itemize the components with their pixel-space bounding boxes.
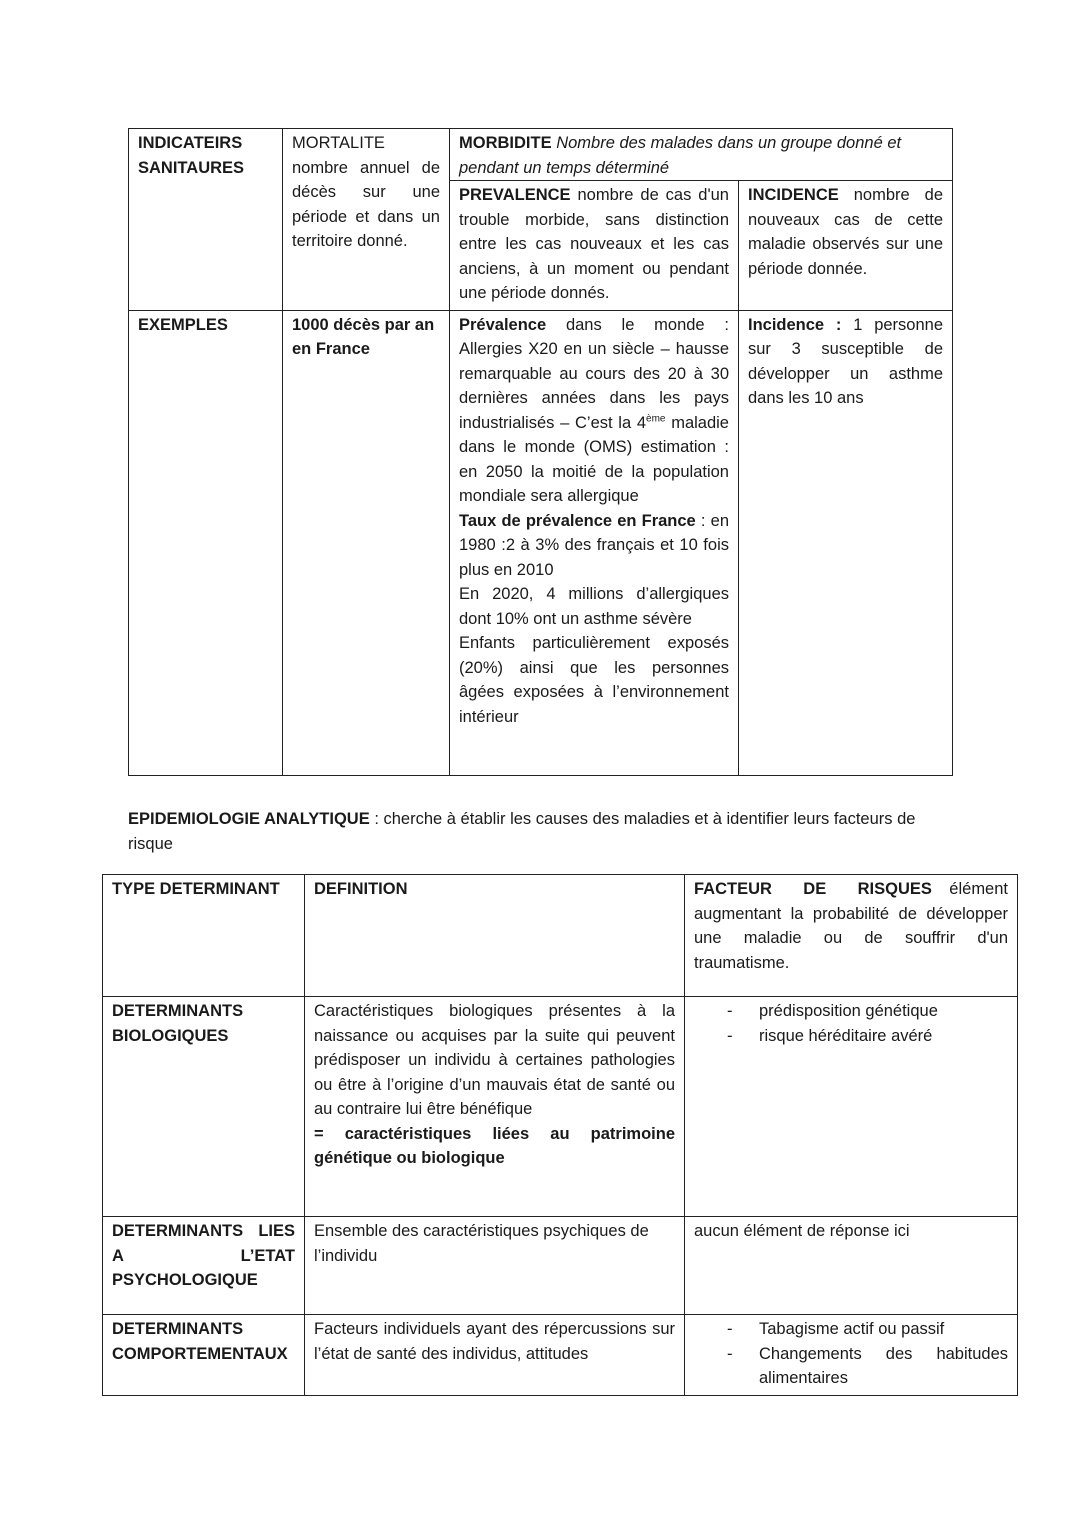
morbidity-title: MORBIDITE [459, 134, 552, 152]
morbidity-definition: Nombre des malades dans un groupe donné et pendant un temps déterminé [459, 134, 902, 177]
mortality-title: MORTALITE [292, 134, 385, 152]
determinant-type-cell [103, 1217, 305, 1315]
incidence-example-text: 1 personne sur 3 susceptible de développer un asthme dans les 10 ans [748, 315, 944, 407]
list-item: - Changements des habitudes alimentaires [694, 1342, 1008, 1391]
incidence-definition: nombre de nouveaux cas de cette maladie observés sur une période donnée. [748, 186, 944, 278]
analytic-epidemiology-title: EPIDEMIOLOGIE ANALYTIQUE [128, 810, 370, 828]
mortality-example: 1000 décès par an en France [292, 315, 435, 358]
indicators-label: INDICATEIRS SANITAURES [138, 134, 245, 177]
risk-factors-list [694, 999, 1008, 1048]
ordinal-suffix: ème [646, 413, 666, 424]
prevalence-example-text: dans le monde : Allergies X20 en un siècle – hausse remarquable au cours des 20 à 30 dernières années dans les pays industrialisés – C’est la 4 [459, 315, 729, 432]
prevalence-title: PREVALENCE [459, 186, 571, 204]
incidence-title: INCIDENCE [748, 186, 839, 204]
header-risk-factor-cell [685, 875, 1018, 997]
risk-factors-cell [685, 1217, 1018, 1315]
mortality-example-cell [283, 310, 450, 775]
indicators-table [128, 128, 953, 776]
determinant-type-cell [103, 1315, 305, 1396]
table-row [103, 1315, 1018, 1396]
risk-factors-cell [685, 997, 1018, 1217]
incidence-example-cell [739, 310, 953, 775]
table-row [103, 997, 1018, 1217]
header-risk-factor-title: FACTEUR DE RISQUES [694, 880, 932, 898]
determinant-type: DETERMINANTS LIES A L’ETAT PSYCHOLOGIQUE [112, 1222, 295, 1289]
prevalence-example-text-2: maladie dans le monde (OMS) estimation : en 2050 la moitié de la population mondiale sera allergique [459, 413, 729, 505]
allergy-2020-text: En 2020, 4 millions d’allergiques dont 10% ont un asthme sévère [459, 585, 729, 628]
determinant-type-cell [103, 997, 305, 1217]
determinant-type: DETERMINANTS BIOLOGIQUES [112, 1002, 244, 1045]
prevalence-cell [450, 181, 739, 311]
determinant-definition-cell [305, 997, 685, 1217]
mortality-definition: nombre annuel de décès sur une période et dans un territoire donné. [292, 158, 440, 250]
mortality-cell [283, 129, 450, 311]
prevalence-definition: nombre de cas d'un trouble morbide, sans distinction entre les cas nouveaux et les cas anciens, à un moment ou pendant une période donnés. [459, 186, 729, 302]
risk-factor-text: aucun élément de réponse ici [694, 1222, 910, 1240]
prevalence-example-title: Prévalence [459, 315, 547, 334]
determinants-table [102, 874, 1018, 1396]
list-item: - prédisposition génétique [694, 999, 1008, 1024]
list-item: - Tabagisme actif ou passif [694, 1317, 1008, 1342]
header-definition: DEFINITION [314, 880, 408, 898]
risk-factors-cell [685, 1315, 1018, 1396]
prevalence-example-cell [450, 310, 739, 775]
exposed-population-text: Enfants particulièrement exposés (20%) ainsi que les personnes âgées exposées à l’environnement intérieur [459, 634, 729, 726]
table-row [103, 1217, 1018, 1315]
header-type-cell [103, 875, 305, 997]
incidence-example-title: Incidence : [748, 315, 842, 334]
determinant-definition-cell [305, 1315, 685, 1396]
risk-factors-list [694, 1317, 1008, 1391]
header-definition-cell [305, 875, 685, 997]
incidence-cell [739, 181, 953, 311]
determinant-definition-emphasis: = caractéristiques liées au patrimoine génétique ou biologique [314, 1124, 675, 1167]
determinant-definition: Ensemble des caractéristiques psychiques de l’individu [314, 1222, 649, 1265]
prevalence-rate-text: : en 1980 :2 à 3% des français et 10 fois plus en 2010 [459, 511, 729, 579]
determinant-definition: Caractéristiques biologiques présentes à la naissance ou acquises par la suite qui peuvent prédisposer un individu à certaines pathologies ou être à l’origine d’un mauvais état de santé ou au contraire lui être bénéfique [314, 1002, 675, 1118]
header-type: TYPE DETERMINANT [112, 880, 280, 898]
analytic-epidemiology-text: : cherche à établir les causes des maladies et à identifier leurs facteurs de risque [128, 810, 916, 853]
determinant-definition-cell [305, 1217, 685, 1315]
indicators-label-cell [129, 129, 283, 311]
prevalence-rate-title: Taux de prévalence en France [459, 511, 696, 530]
analytic-epidemiology-paragraph [128, 807, 958, 856]
header-risk-factor-definition: élément augmentant la probabilité de développer une maladie ou de souffrir d'un traumatisme. [694, 880, 1008, 972]
morbidity-cell [450, 129, 953, 181]
determinant-definition: Facteurs individuels ayant des répercussions sur l’état de santé des individus, attitudes [314, 1320, 675, 1363]
list-item: - risque héréditaire avéré [694, 1024, 1008, 1049]
determinant-type: DETERMINANTS COMPORTEMENTAUX [112, 1320, 288, 1363]
examples-label: EXEMPLES [138, 315, 228, 334]
examples-label-cell [129, 310, 283, 775]
